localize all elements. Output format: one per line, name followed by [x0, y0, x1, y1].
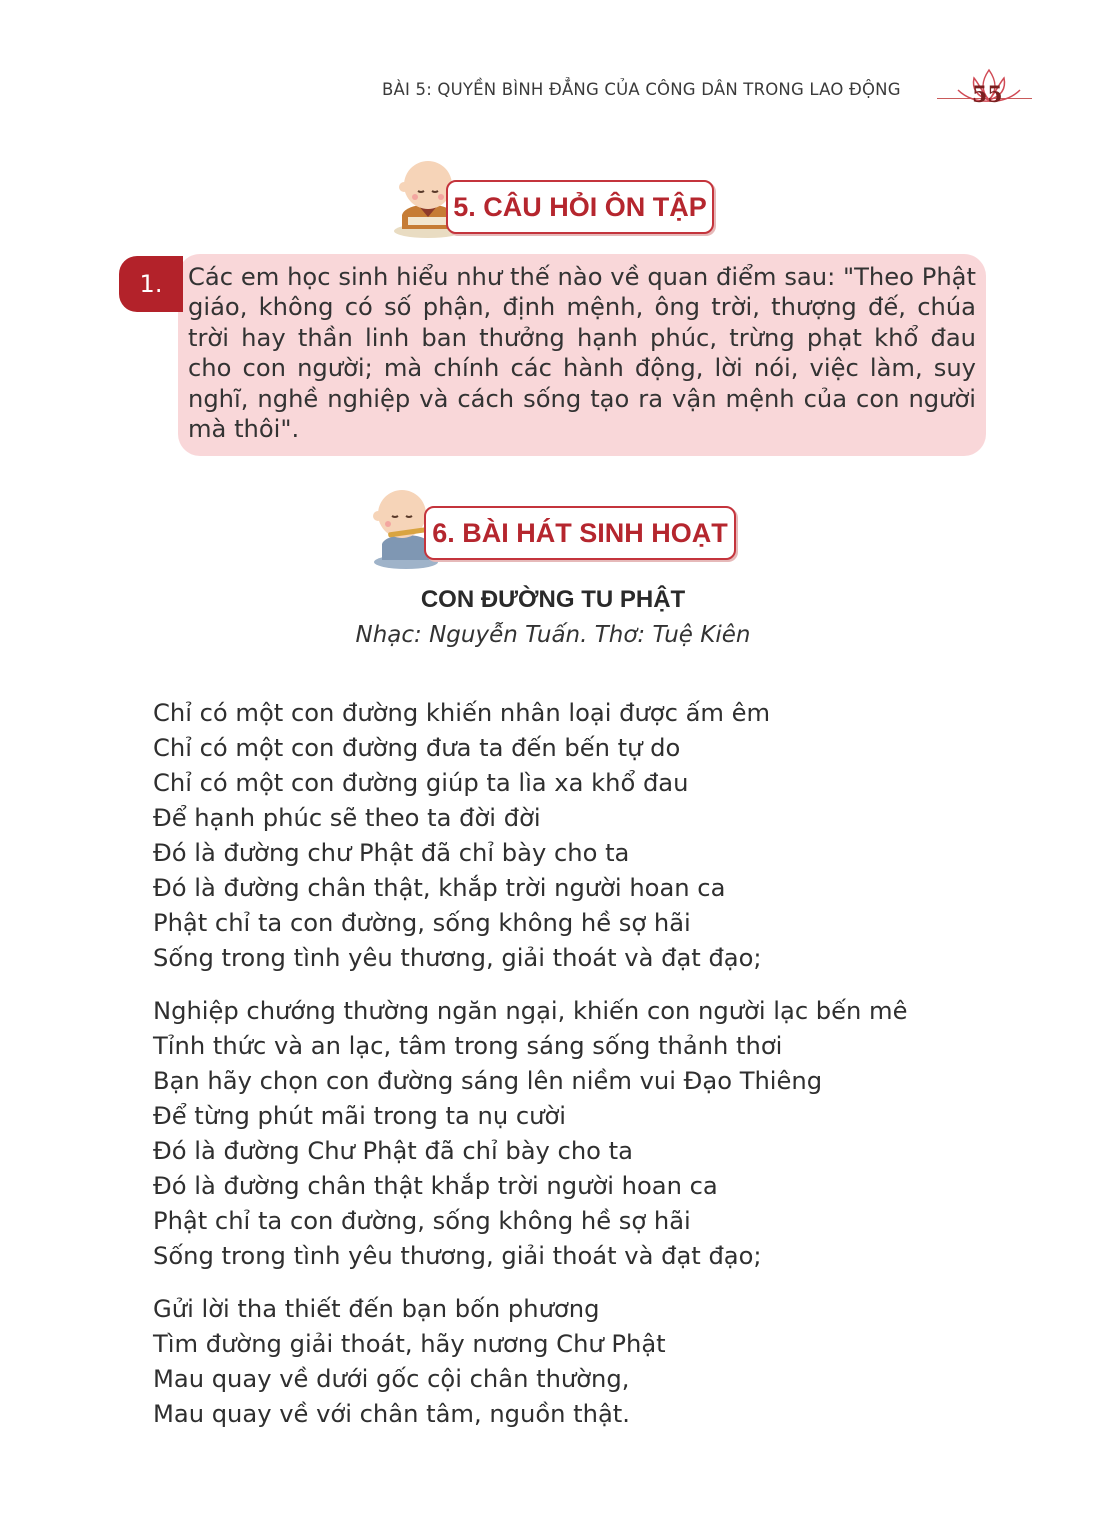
lyric-line: Tìm đường giải thoát, hãy nương Chư Phật	[153, 1330, 666, 1358]
lyric-line: Đó là đường Chư Phật đã chỉ bày cho ta	[153, 1137, 633, 1165]
section-5-title: 5. CÂU HỎI ÔN TẬP	[453, 191, 707, 222]
question-text: Các em học sinh hiểu như thế nào về quan điểm sau: "Theo Phật giáo, không có số phận, định mệnh, ông trời, thượng đế, chúa trời hay thần linh ban thưởng hạnh phúc, trừng phạt khổ đau cho con người; mà chính các hành động, lời nói, việc làm, suy nghĩ, nghề nghiệp và cách sống tạo ra vận mệnh của con người mà thôi".	[188, 263, 976, 444]
lyric-line: Bạn hãy chọn con đường sáng lên niềm vui Đạo Thiêng	[153, 1067, 823, 1095]
lyric-line: Phật chỉ ta con đường, sống không hề sợ hãi	[153, 1207, 691, 1235]
lyric-line: Đó là đường chư Phật đã chỉ bày cho ta	[153, 839, 630, 867]
lyric-line: Để từng phút mãi trong ta nụ cười	[153, 1102, 567, 1130]
page-header	[382, 78, 1042, 112]
lyric-line: Tỉnh thức và an lạc, tâm trong sáng sống thảnh thơi	[153, 1032, 783, 1060]
question-number: 1.	[119, 256, 183, 312]
lyric-line: Sống trong tình yêu thương, giải thoát và đạt đạo;	[153, 944, 762, 972]
verse-3	[153, 1292, 666, 1432]
lyric-line: Để hạnh phúc sẽ theo ta đời đời	[153, 804, 541, 832]
lyric-line: Chỉ có một con đường đưa ta đến bến tự do	[153, 734, 681, 762]
page-number: 55	[972, 82, 1003, 108]
verse-2	[153, 994, 908, 1274]
lyric-line: Sống trong tình yêu thương, giải thoát và đạt đạo;	[153, 1242, 762, 1270]
section-6-title: 6. BÀI HÁT SINH HOẠT	[432, 517, 728, 548]
song-credit: Nhạc: Nguyễn Tuấn. Thơ: Tuệ Kiên	[355, 622, 751, 648]
section-5-heading	[446, 180, 714, 234]
lyric-line: Mau quay về với chân tâm, nguồn thật.	[153, 1400, 630, 1428]
lyric-line: Chỉ có một con đường giúp ta lìa xa khổ đau	[153, 769, 689, 797]
lyric-line: Mau quay về dưới gốc cội chân thường,	[153, 1365, 630, 1393]
song-title: CON ĐƯỜNG TU PHẬT	[420, 586, 686, 613]
lyric-line: Đó là đường chân thật khắp trời người hoan ca	[153, 1172, 718, 1200]
chapter-title: BÀI 5: QUYỀN BÌNH ĐẲNG CỦA CÔNG DÂN TRONG LAO ĐỘNG	[382, 80, 901, 99]
lyric-line: Nghiệp chướng thường ngăn ngại, khiến con người lạc bến mê	[153, 997, 908, 1025]
lyric-line: Chỉ có một con đường khiến nhân loại được ấm êm	[153, 699, 771, 727]
lyric-line: Gửi lời tha thiết đến bạn bốn phương	[153, 1295, 600, 1323]
section-6-heading	[424, 506, 736, 560]
lyric-line: Phật chỉ ta con đường, sống không hề sợ hãi	[153, 909, 691, 937]
lyric-line: Đó là đường chân thật, khắp trời người hoan ca	[153, 874, 726, 902]
verse-1	[153, 696, 770, 976]
